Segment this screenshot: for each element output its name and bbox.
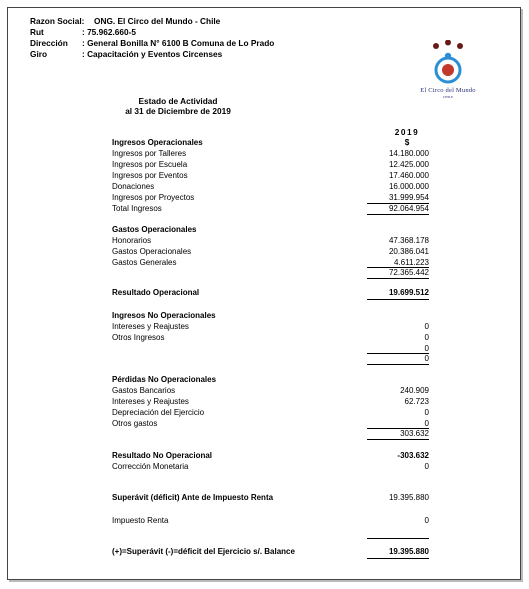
year-header: 2019 [394, 127, 420, 137]
row-value: 16.000.000 [388, 182, 429, 191]
ingresos-heading: Ingresos Operacionales [112, 138, 203, 147]
row-label: Impuesto Renta [112, 516, 169, 525]
row-value: 0 [424, 354, 429, 363]
row-label: Resultado Operacional [112, 288, 200, 297]
row-value: 62.723 [404, 397, 429, 406]
row-value: 31.999.954 [388, 193, 429, 202]
superavit-final-row [112, 546, 429, 557]
row-label: Ingresos por Proyectos [112, 193, 195, 202]
perdidas-total-row [112, 428, 429, 439]
ingresos-row [112, 148, 429, 159]
row-value: 72.365.442 [388, 268, 429, 277]
gastos-row [112, 246, 429, 257]
perdidas-row [112, 407, 429, 418]
row-value: 47.368.178 [388, 236, 429, 245]
row-label: Corrección Monetaria [112, 462, 189, 471]
row-value: 19.395.880 [388, 547, 429, 556]
total-rule [367, 278, 429, 279]
row-value: 303.632 [400, 429, 429, 438]
gastos-total-row [112, 267, 429, 278]
ingresos-row [112, 170, 429, 181]
direccion-label: Dirección [30, 38, 68, 48]
row-label: (+)=Superávit (-)=déficit del Ejercicio s/. Balance [112, 547, 295, 556]
impuesto-row [112, 515, 429, 526]
direccion-value: : General Bonilla N° 6100 B Comuna de Lo Prado [82, 38, 275, 48]
total-rule [367, 439, 429, 440]
row-value: 0 [424, 516, 429, 525]
row-label: Honorarios [112, 236, 152, 245]
resultado-no-op-row [112, 450, 429, 461]
row-value: 0 [424, 333, 429, 342]
logo-subtext: CHILE [442, 95, 454, 99]
total-rule [367, 214, 429, 215]
correccion-row [112, 461, 429, 472]
perdidas-row [112, 396, 429, 407]
row-value: 0 [424, 322, 429, 331]
row-label: Ingresos por Talleres [112, 149, 187, 158]
row-value: 0 [424, 419, 429, 428]
row-value: 0 [424, 462, 429, 471]
currency-header: $ [404, 137, 410, 147]
row-label: Gastos Generales [112, 258, 177, 267]
rut-value: : 75.962.660-5 [82, 27, 136, 37]
logo-emblem-icon [403, 40, 493, 86]
rut-label: Rut [30, 27, 44, 37]
superavit-antes-row [112, 492, 429, 503]
total-rule [367, 538, 429, 539]
ingresos-row [112, 181, 429, 192]
circo-logo [403, 40, 493, 102]
resultado-operacional-row [112, 287, 429, 298]
logo-text: El Circo del Mundo [420, 87, 476, 94]
total-rule [367, 299, 429, 300]
row-label: Total Ingresos [112, 204, 162, 213]
company-header [30, 16, 360, 62]
row-label: Resultado No Operacional [112, 451, 213, 460]
row-value: -303.632 [397, 451, 429, 460]
row-label: Intereses y Reajustes [112, 322, 189, 331]
row-label: Ingresos por Escuela [112, 160, 188, 169]
row-label: Otros gastos [112, 419, 158, 428]
row-value: 14.180.000 [388, 149, 429, 158]
row-label: Gastos Operacionales [112, 247, 192, 256]
gastos-heading: Gastos Operacionales [112, 225, 197, 234]
giro-label: Giro [30, 49, 48, 59]
row-value: 92.064.954 [388, 204, 429, 213]
ingresos-row [112, 192, 429, 203]
razon-social-label: Razon Social: [30, 16, 85, 26]
razon-social-value: ONG. El Circo del Mundo - Chile [94, 16, 221, 26]
giro-value: : Capacitación y Eventos Circenses [82, 49, 223, 59]
row-value: 17.460.000 [388, 171, 429, 180]
row-value: 19.699.512 [388, 288, 429, 297]
row-label: Gastos Bancarios [112, 386, 176, 395]
row-value: 12.425.000 [388, 160, 429, 169]
row-value: 240.909 [400, 386, 429, 395]
ingresos-no-op-row [112, 321, 429, 332]
statement-subtitle: al 31 de Diciembre de 2019 [125, 106, 231, 116]
row-value: 0 [424, 344, 429, 353]
ingresos-no-op-total-row [112, 353, 429, 364]
ingresos-total-row [112, 203, 429, 214]
row-label: Ingresos por Eventos [112, 171, 188, 180]
row-value: 0 [424, 408, 429, 417]
gastos-row [112, 235, 429, 246]
total-rule [367, 558, 429, 559]
row-label: Superávit (déficit) Ante de Impuesto Renta [112, 493, 274, 502]
row-value: 4.611.223 [394, 258, 429, 267]
row-label: Otros Ingresos [112, 333, 165, 342]
row-value: 20.386.041 [388, 247, 429, 256]
perdidas-heading: Pérdidas No Operacionales [112, 375, 217, 384]
ingresos-no-op-heading: Ingresos No Operacionales [112, 311, 216, 320]
row-value: 19.395.880 [388, 493, 429, 502]
row-label: Intereses y Reajustes [112, 397, 189, 406]
ingresos-row [112, 159, 429, 170]
row-label: Depreciación del Ejercicio [112, 408, 205, 417]
perdidas-row [112, 385, 429, 396]
ingresos-no-op-row [112, 332, 429, 343]
row-label: Donaciones [112, 182, 155, 191]
total-rule [367, 364, 429, 365]
statement-title: Estado de Actividad [138, 96, 218, 106]
